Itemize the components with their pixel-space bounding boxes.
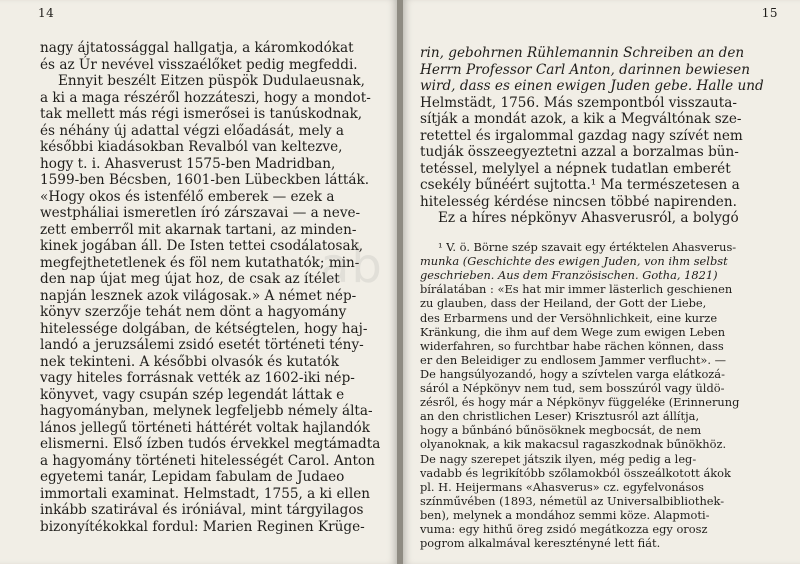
text-line: vagy hiteles forrásnak vették az 1602-iki nép- [40, 370, 355, 386]
text-line: tak mellett más régi ismerősei is tanúskodnak, [40, 106, 363, 122]
text-line: és az Úr nevével visszaélőket pedig megfeddi. [40, 56, 358, 73]
footnote-line: zu glauben, dass der Heiland, der Gott der Liebe, [420, 296, 707, 311]
text-line: könyvet, vagy csupán szép legendát láttak e [40, 386, 345, 403]
text-line: «Hogy okos és istenfélő emberek — ezek a [40, 188, 335, 205]
footnote-line: zésről, és hogy már a Népkönyv függeléke (Erinnerung [420, 395, 740, 410]
text-line: egyetemi tanár, Lepidam fabulam de Judaeo [40, 469, 345, 485]
text-line: 1599-ben Bécsben, 1601-ben Lübeckben látták. [40, 172, 370, 188]
text-line: tetéssel, melylyel a népnek tudatlan emberét [420, 160, 731, 177]
footnote-line: er den Beleidiger zu endlosem Jammer verflucht». — [420, 352, 727, 367]
page-number: 15 [761, 6, 778, 20]
text-line: elismerni. Első ízben tudós érvekkel megtámadta [40, 436, 381, 452]
footnote-line: De hangsúlyozandó, hogy a szívtelen varga elátkozá- [420, 366, 725, 381]
footnote-line: ¹ V. ö. Börne szép szavait egy értéktelen Ahasverus- [438, 240, 737, 254]
text-line: Ennyit beszélt Eitzen püspök Dudulaeusnak, [58, 73, 365, 89]
footnote-line: pl. H. Heijermans «Ahasverus» cz. egyfelvonásos [420, 479, 704, 494]
text-line: nagy ájtatossággal hallgatja, a káromkodókat [40, 40, 354, 56]
text-line: hitelesség kérdése nincsen többé napirenden. [420, 193, 737, 210]
text-line: a ki a maga részéről hozzáteszi, hogy a mondot- [40, 89, 371, 106]
text-line: sítják a mondát azok, a kik a Megváltónak sze- [420, 111, 742, 127]
text-line: a hagyomány történeti hitelességét Carol. Anton [40, 452, 375, 469]
footnote-line: olyanoknak, a kik makacsul ragaszkodnak bűnökhöz. [420, 437, 727, 452]
footnote-line: sáról a Népkönyv nem tud, sem bosszúról vagy üldö- [420, 381, 725, 395]
footnote-line: des Erbarmens und der Versöhnlichkeit, eine kurze [420, 310, 718, 325]
text-line: westpháliai ismeretlen író zárszavai — a neve- [40, 205, 361, 221]
text-line: hitelessége dolgában, de kétségtelen, hogy haj- [40, 320, 368, 337]
right-page [403, 0, 800, 564]
text-line: inkább szatirával és iróniával, mint tárgyilagos [40, 502, 364, 518]
footnote-line: geschrieben. Aus dem Französischen. Gotha, 1821) [420, 268, 718, 283]
text-line: csekély bűnéért sujtotta.¹ Ma természetesen a [420, 177, 740, 193]
footnote-line: an den christlichen Leser) Krisztusról azt állítja, [420, 409, 700, 424]
footnote-line: bírálatában : «Es hat mir immer lästerlich geschienen [420, 282, 733, 297]
text-line: retettel és irgalommal gazdag nagy szívét nem [420, 127, 743, 144]
text-line: hogy t. i. Ahasverust 1575-ben Madridban, [40, 155, 336, 172]
text-line: immortali examinat. Helmstadt, 1755, a ki ellen [40, 485, 371, 502]
text-line: lános jellegű történeti háttérét voltak hajlandók [40, 419, 370, 436]
text-line: landó a jeruzsálemi zsidó esetét történeti tény- [40, 337, 364, 353]
text-line: nek tekinteni. A későbbi olvasók és kutatók [40, 353, 339, 370]
text-line: napján lesznek azok világosak.» A német nép- [40, 287, 357, 304]
text-line: tudják összeegyeztetni azzal a borzalmas bün- [420, 144, 739, 160]
text-line: den nap újat meg újat hoz, de csak az ítélet [40, 271, 340, 287]
footnote-line: ben), melynek a mondához semmi köze. Alapmoti- [420, 507, 710, 522]
text-line: megfejthetetlenek és föl nem kutathatók; min- [40, 254, 360, 271]
text-line: Herrn Professor Carl Anton, darinnen bewiesen [420, 61, 750, 78]
footnote-line: vuma: egy hithű öreg zsidó megátkozza egy orosz [420, 522, 708, 536]
text-line: wird, dass es einen ewigen Juden gebe. Halle und [420, 78, 764, 94]
footnote-line: De nagy szerepet játszik ilyen, még pedig a leg- [420, 451, 697, 466]
text-line: zett emberről mit akarnak tartani, az minden- [40, 221, 357, 238]
footnote-line: munka (Geschichte des ewigen Juden, von ihm selbst [420, 254, 728, 269]
left-page [0, 0, 397, 564]
page-number: 14 [38, 6, 55, 20]
text-line: későbbi kiadásokban Revalból van keltezve, [40, 139, 343, 155]
footnote-line: Kränkung, die ihm auf dem Wege zum ewigen Leben [420, 324, 726, 339]
footnote-line: hogy a bűnbánó bűnösöknek megbocsát, de nem [420, 423, 702, 438]
footnote-line: színművében (1893, németül az Universalbibliothek- [420, 493, 725, 508]
footnote-line: widerfahren, so furchtbar habe rächen können, dass [420, 338, 724, 353]
text-line: Helmstädt, 1756. Más szempontból visszauta- [420, 94, 737, 111]
text-line: és néhány új adattal végzi előadását, mely a [40, 122, 344, 139]
footnote-line: vadabb és legrikítóbb szőlamokból összeálkotott ákok [420, 465, 731, 480]
text-line: kinek jogában áll. De Isten tettei csodálatosak, [40, 238, 364, 254]
text-line: Ez a híres népkönyv Ahasverusról, a bolygó [438, 210, 739, 226]
text-line: rin, gebohrnen Rühlemannin Schreiben an den [420, 45, 745, 61]
text-line: hagyományban, melynek legfeljebb némely álta- [40, 403, 373, 419]
text-line: bizonyítékokkal fordul: Marien Reginen Krüge- [40, 518, 365, 535]
text-line: könyv szerzője tehát nem dönt a hagyomány [40, 304, 347, 320]
footnote-line: pogrom alkalmával keresztényné lett fiát. [420, 536, 661, 551]
